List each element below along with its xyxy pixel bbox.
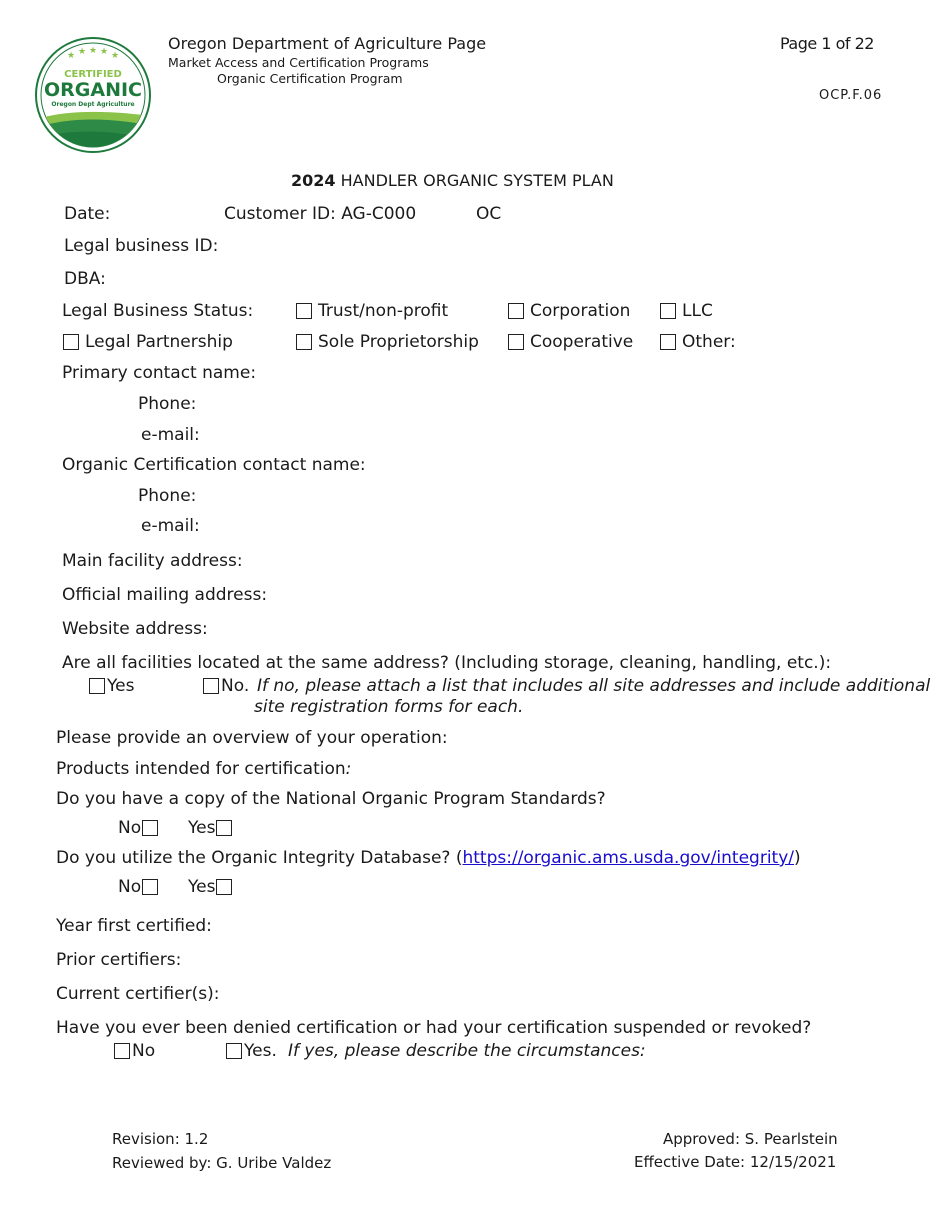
same-address-yes[interactable]	[89, 676, 134, 696]
status-option-llc[interactable]	[660, 301, 713, 321]
svg-text:★: ★	[100, 47, 109, 57]
title-text: HANDLER ORGANIC SYSTEM PLAN	[340, 171, 614, 190]
status-option-corporation[interactable]	[508, 301, 630, 321]
primary-contact-label: Primary contact name:	[62, 363, 257, 383]
option-label: Yes	[107, 676, 135, 696]
nop-yes[interactable]	[188, 818, 232, 838]
logo-main-text: ORGANIC	[44, 79, 142, 101]
nop-no[interactable]	[118, 818, 158, 838]
program-name: Organic Certification Program	[217, 71, 403, 86]
checkbox-partnership[interactable]	[63, 334, 79, 350]
main-facility-label: Main facility address:	[62, 551, 243, 571]
cert-contact-label: Organic Certification contact name:	[62, 455, 366, 475]
checkbox-same-address-yes[interactable]	[89, 678, 105, 694]
oid-prefix: Do you utilize the Organic Integrity Database? (	[56, 848, 463, 868]
checkbox-other[interactable]	[660, 334, 676, 350]
logo-sub-text: Oregon Dept Agriculture	[51, 101, 135, 108]
status-option-cooperative[interactable]	[508, 332, 633, 352]
denied-no[interactable]	[114, 1041, 155, 1061]
denied-note: If yes, please describe the circumstances:	[288, 1041, 646, 1061]
option-label: No	[118, 877, 142, 897]
checkbox-sole-proprietorship[interactable]	[296, 334, 312, 350]
checkbox-cooperative[interactable]	[508, 334, 524, 350]
option-label: Yes	[188, 818, 216, 838]
year-first-label: Year first certified:	[56, 916, 212, 936]
primary-phone-label: Phone:	[138, 394, 197, 414]
current-certifiers-label: Current certifier(s):	[56, 984, 220, 1004]
division-name: Market Access and Certification Programs	[168, 55, 429, 70]
legal-business-id-label: Legal business ID:	[64, 236, 219, 256]
option-label: Yes	[188, 877, 216, 897]
option-label: No	[132, 1041, 156, 1061]
agency-name	[168, 34, 486, 53]
form-code: OCP.F.06	[819, 88, 883, 103]
products-colon: :	[345, 759, 352, 779]
approved-by-label: Approved: S. Pearlstein	[663, 1130, 838, 1148]
reviewed-by-label: Reviewed by: G. Uribe Valdez	[112, 1154, 332, 1172]
website-label: Website address:	[62, 619, 208, 639]
option-label: Cooperative	[530, 332, 634, 352]
page-number: Page 1 of 22	[780, 34, 874, 53]
legal-business-status-label: Legal Business Status:	[62, 301, 254, 321]
svg-text:★: ★	[111, 51, 120, 61]
same-address-question: Are all facilities located at the same address? (Including storage, cleaning, handling, etc.):	[62, 653, 832, 673]
option-label: Trust/non-profit	[318, 301, 449, 321]
option-label: Sole Proprietorship	[318, 332, 479, 352]
logo-top-text: CERTIFIED	[64, 69, 122, 80]
checkbox-same-address-no[interactable]	[203, 678, 219, 694]
certified-organic-logo	[34, 36, 152, 154]
oid-suffix: )	[794, 848, 801, 868]
products-text: Products intended for certification	[56, 759, 346, 779]
status-option-other[interactable]	[660, 332, 736, 352]
checkbox-oid-no[interactable]	[142, 879, 158, 895]
checkbox-trust[interactable]	[296, 303, 312, 319]
checkbox-corporation[interactable]	[508, 303, 524, 319]
svg-text:★: ★	[67, 51, 76, 61]
denied-question: Have you ever been denied certification or had your certification suspended or revoked?	[56, 1018, 812, 1038]
denied-yes[interactable]	[226, 1041, 277, 1061]
option-label: Other:	[682, 332, 736, 352]
oid-yes[interactable]	[188, 877, 232, 897]
agency-suffix: Page	[447, 34, 487, 53]
option-label: Yes.	[244, 1041, 277, 1061]
customer-id-label: Customer ID: AG-C000	[224, 204, 417, 224]
option-label: Legal Partnership	[85, 332, 233, 352]
agency-text: Oregon Department of Agriculture	[168, 34, 443, 53]
same-address-no[interactable]	[203, 676, 249, 696]
checkbox-oid-yes[interactable]	[216, 879, 232, 895]
status-option-sole-proprietorship[interactable]	[296, 332, 479, 352]
checkbox-nop-yes[interactable]	[216, 820, 232, 836]
effective-date-label: Effective Date: 12/15/2021	[634, 1153, 837, 1171]
option-label: No	[118, 818, 142, 838]
prior-certifiers-label: Prior certifiers:	[56, 950, 182, 970]
svg-text:★: ★	[78, 47, 87, 57]
date-label: Date:	[64, 204, 111, 224]
status-option-trust[interactable]	[296, 301, 448, 321]
nop-question: Do you have a copy of the National Organic Program Standards?	[56, 789, 606, 809]
option-label: LLC	[682, 301, 713, 321]
checkbox-llc[interactable]	[660, 303, 676, 319]
same-address-note-2: site registration forms for each.	[254, 697, 524, 717]
checkbox-nop-no[interactable]	[142, 820, 158, 836]
title-year: 2024	[291, 171, 336, 190]
status-option-partnership[interactable]	[63, 332, 233, 352]
primary-email-label: e-mail:	[141, 425, 200, 445]
checkbox-denied-yes[interactable]	[226, 1043, 242, 1059]
revision-label: Revision: 1.2	[112, 1130, 209, 1148]
oid-no[interactable]	[118, 877, 158, 897]
cert-email-label: e-mail:	[141, 516, 200, 536]
option-label: Corporation	[530, 301, 631, 321]
customer-id-suffix: OC	[476, 204, 502, 224]
checkbox-denied-no[interactable]	[114, 1043, 130, 1059]
oid-question	[56, 848, 801, 868]
document-title	[291, 171, 614, 190]
mailing-address-label: Official mailing address:	[62, 585, 268, 605]
cert-phone-label: Phone:	[138, 486, 197, 506]
option-label: No.	[221, 676, 250, 696]
same-address-note: If no, please attach a list that includes all site addresses and include additional	[257, 676, 931, 696]
oid-link[interactable]: https://organic.ams.usda.gov/integrity/	[462, 848, 795, 868]
dba-label: DBA:	[64, 269, 106, 289]
products-question	[56, 759, 351, 779]
overview-question: Please provide an overview of your operation:	[56, 728, 448, 748]
svg-text:★: ★	[89, 46, 98, 56]
